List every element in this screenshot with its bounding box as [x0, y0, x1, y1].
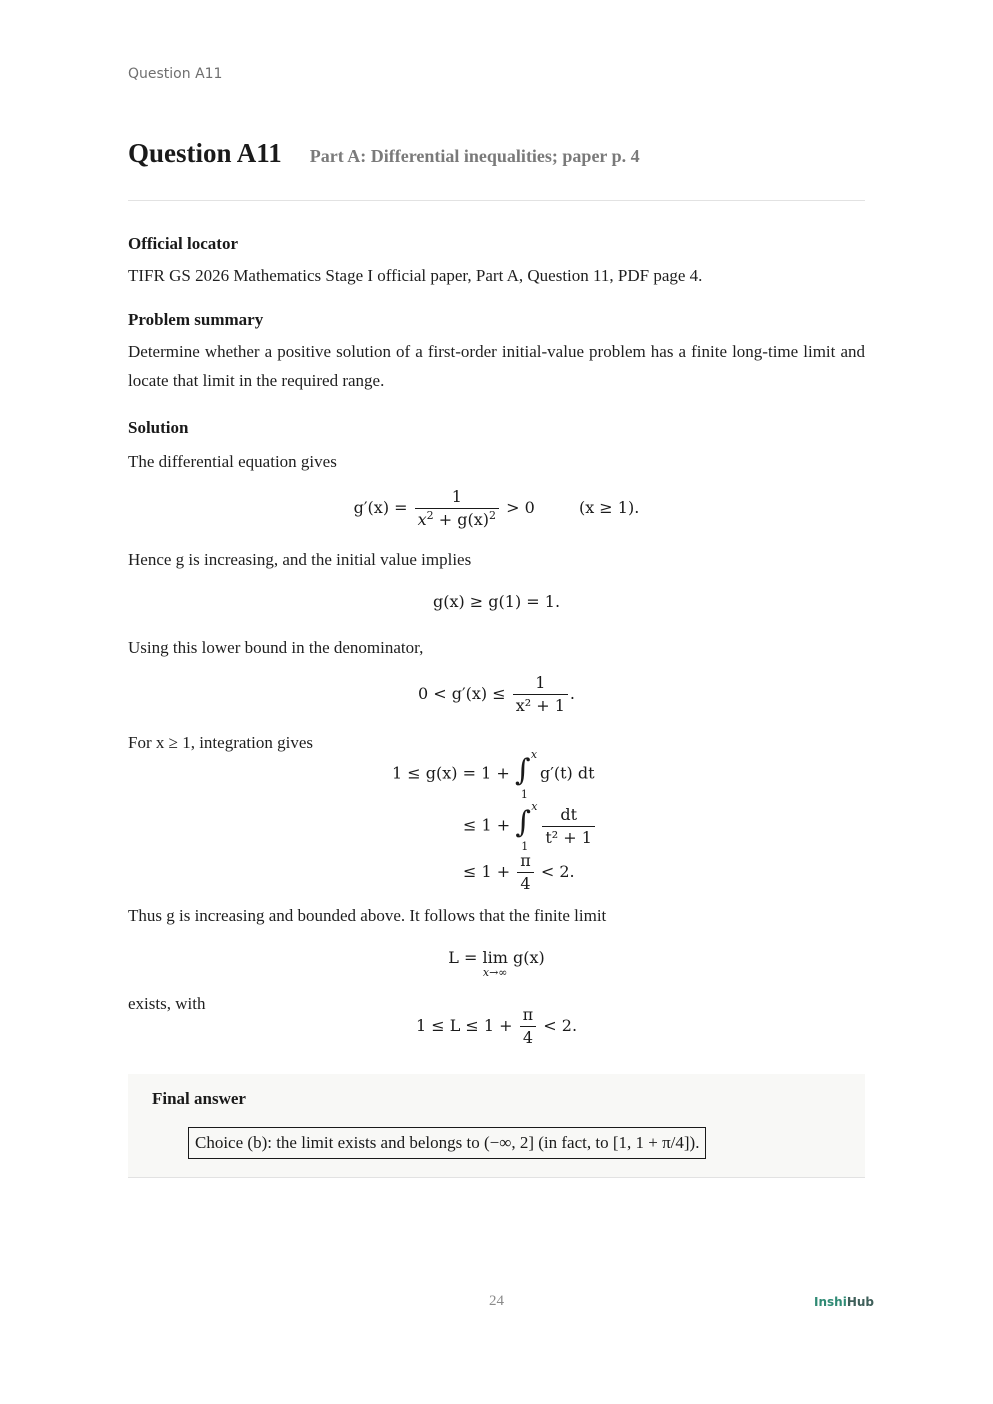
solution-line5: Thus g is increasing and bounded above. It follows that the finite limit [128, 906, 607, 925]
eq6-lhs: 1 ≤ L ≤ 1 + [415, 1016, 513, 1035]
eq4-line2-denominator: t² + 1 [545, 827, 592, 847]
eq4-line1-rhs: g′(t) dt [539, 763, 595, 783]
locator-text: TIFR GS 2026 Mathematics Stage I official paper, Part A, Question 11, PDF page 4. [128, 266, 703, 285]
title-divider [128, 200, 865, 201]
eq3-numerator: 1 [513, 674, 568, 695]
eq1-fraction [415, 488, 499, 529]
equation-integral-estimate [392, 748, 652, 893]
solution-line2: Hence g is increasing, and the initial value implies [128, 550, 472, 569]
eq1-den-g: + g(x) [433, 510, 489, 529]
solution-line6: exists, with [128, 994, 206, 1013]
eq1-den-x: x [417, 510, 427, 529]
eq3-lhs: 0 < g′(x) ≤ [417, 684, 506, 703]
eq4-line2-fraction [542, 806, 595, 847]
eq4-line3-rhs: < 2. [540, 862, 575, 881]
solution-line4: For x ≥ 1, integration gives [128, 733, 313, 752]
final-answer-text: Choice (b): the limit exists and belongs to (−∞, 2] (in fact, to [1, 1 + π/4]). [188, 1127, 706, 1159]
eq4-line2-numerator: dt [542, 806, 595, 827]
eq3-denominator: x² + 1 [515, 696, 565, 715]
solution-heading: Solution [128, 418, 189, 437]
eq5-lim [482, 948, 507, 979]
eq1-lhs: g′(x) = [353, 498, 408, 517]
summary-text: Determine whether a positive solution of a first-order initial-value problem has a finite long-time limit and locate that limit in the required range. [128, 342, 865, 390]
brand-part1: Inshi [814, 1295, 847, 1309]
eq3-fraction [513, 674, 568, 715]
equation-derivative [0, 488, 993, 529]
eq4-line3 [463, 852, 575, 893]
solution-intro: The differential equation gives [128, 452, 337, 471]
final-answer-heading: Final answer [152, 1089, 246, 1108]
eq4-line3-numerator: π [517, 852, 534, 873]
eq4-line3-denominator: 4 [520, 874, 531, 893]
eq4-line3-fraction [517, 852, 534, 893]
running-head: Question A11 [128, 66, 223, 82]
eq4-line2 [463, 800, 597, 853]
eq6-denominator: 4 [522, 1028, 534, 1047]
eq4-line3-lhs: ≤ 1 + [463, 862, 511, 881]
eq5-lim-word: lim [482, 948, 508, 967]
eq4-line1-integral: ∫ x 1 [514, 748, 538, 801]
eq5-lim-subscript: x→∞ [482, 966, 508, 979]
summary-heading: Problem summary [128, 310, 264, 329]
page-number: 24 [489, 1293, 504, 1309]
eq6-fraction [520, 1006, 537, 1047]
brand-logo [814, 1295, 874, 1309]
solution-line3: Using this lower bound in the denominator, [128, 638, 424, 657]
eq4-line2-lhs: ≤ 1 + [463, 815, 511, 835]
equation-derivative-bound: 0 < g′(x) ≤ $\frac{1}{\text{x² + 1}}$ . [417, 673, 576, 715]
title-row [128, 138, 640, 169]
eq5-rhs: g(x) [512, 948, 545, 967]
eq4-line2-integral: ∫ x 1 [515, 800, 538, 853]
eq1-denominator: $x^2 + g(x)^2$ [417, 509, 496, 529]
eq5-lhs: L = [448, 948, 478, 967]
eq4-line1 [392, 748, 595, 801]
locator-heading: Official locator [128, 234, 238, 253]
eq1-numerator: 1 [415, 488, 499, 509]
equation-limit-bounds [0, 1006, 993, 1047]
equation-limit [0, 948, 993, 979]
page-subtitle: Part A: Differential inequalities; paper p. 4 [309, 146, 640, 166]
eq1-rhs: > 0 [506, 498, 535, 517]
eq1-condition: (x ≥ 1). [578, 498, 640, 517]
equation-lower-bound: g(x) ≥ g(1) = 1. [432, 592, 561, 611]
page-title: Question A11 [128, 138, 282, 168]
eq6-rhs: < 2. [543, 1016, 578, 1035]
brand-part2: Hub [846, 1295, 874, 1309]
eq4-line1-lhs: 1 ≤ g(x) = 1 + [392, 763, 510, 783]
eq6-numerator: π [520, 1006, 537, 1027]
